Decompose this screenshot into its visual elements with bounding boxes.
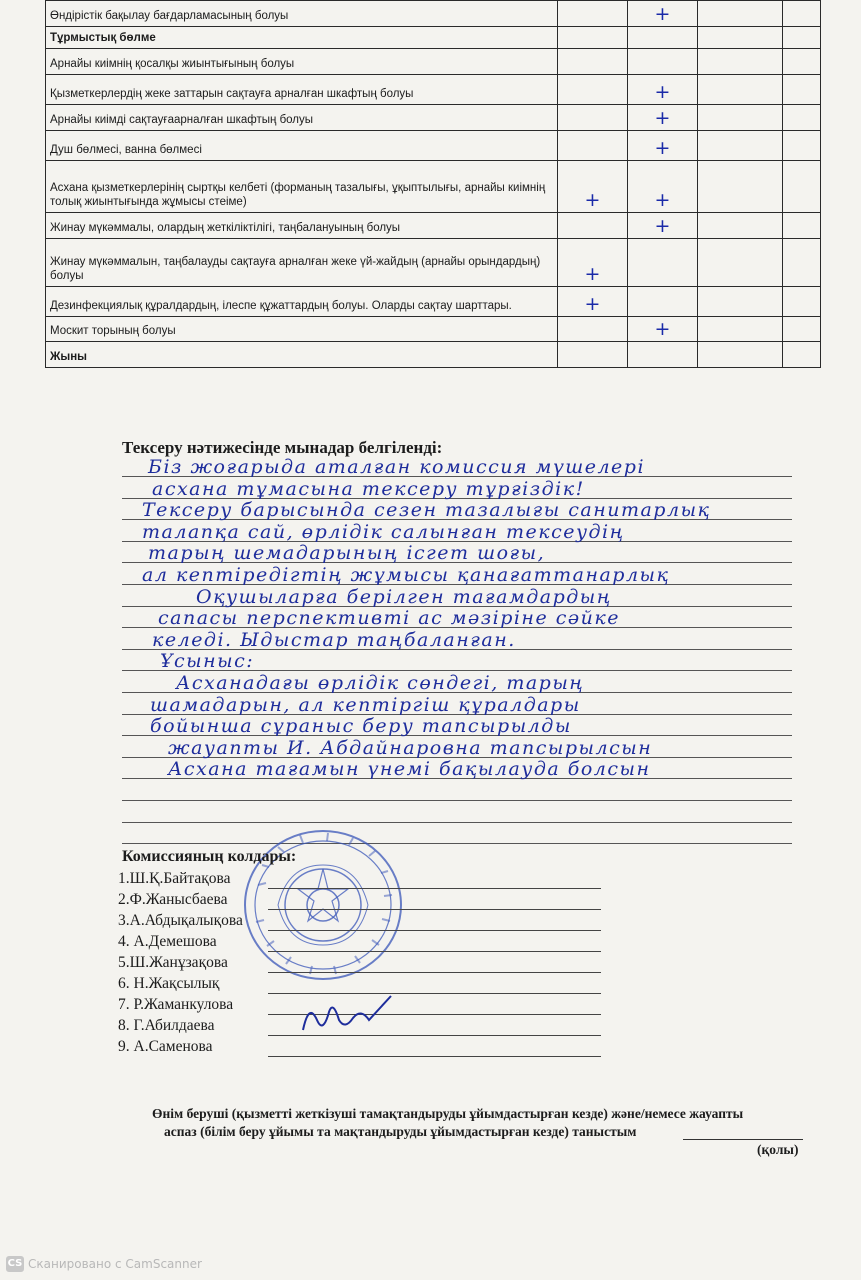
commission-member: 8. Г.Абилдаева (118, 1017, 215, 1034)
mark-cell (698, 317, 783, 342)
commission-member: 1.Ш.Қ.Байтақова (118, 870, 231, 887)
camscanner-logo-icon: CS (6, 1256, 24, 1272)
criterion-label: Арнайы киімнің қосалқы жиынтығының болуы (46, 49, 558, 75)
signature-line (268, 930, 601, 931)
commission-member: 3.А.Абдықалықова (118, 912, 243, 929)
mark-cell (628, 105, 698, 131)
handwritten-line: асхана тұмасына тексеру тұрғіздік! (152, 477, 585, 500)
mark-cell (783, 49, 821, 75)
mark-cell (628, 213, 698, 239)
mark-cell (698, 213, 783, 239)
mark-cell (783, 131, 821, 161)
mark-cell (783, 161, 821, 213)
criterion-label: Жинау мүкәммалы, олардың жеткіліктілігі, таңбалануының болуы (46, 213, 558, 239)
mark-cell (698, 131, 783, 161)
footer-line-2: аспаз (білім беру ұйымы та мақтандыруды ұйымдастырған кезде) таныстым (164, 1124, 637, 1139)
handwritten-line: Ұсыныс: (160, 650, 255, 673)
mark-cell (558, 27, 628, 49)
mark-cell (628, 161, 698, 213)
commission-member: 6. Н.Жақсылық (118, 975, 220, 992)
table-row (46, 75, 821, 105)
mark-cell (628, 1, 698, 27)
mark-cell (698, 105, 783, 131)
signature-line (268, 888, 601, 889)
mark-cell (558, 213, 628, 239)
mark-cell (628, 287, 698, 317)
commission-member: 9. А.Саменова (118, 1038, 213, 1055)
handwritten-mark: + (584, 293, 601, 315)
mark-cell (698, 1, 783, 27)
table-row (46, 161, 821, 213)
mark-cell (558, 75, 628, 105)
mark-cell (783, 213, 821, 239)
mark-cell (558, 239, 628, 287)
criterion-label: Дезинфекциялық құралдардың, ілеспе құжаттардың болуы. Оларды сақтау шарттары. (46, 287, 558, 317)
table-row (46, 317, 821, 342)
mark-cell (558, 317, 628, 342)
signature-caption: (қолы) (757, 1142, 799, 1157)
table-row (46, 342, 821, 368)
mark-cell (783, 317, 821, 342)
handwritten-line: келеді. Ыдыстар таңбаланған. (152, 628, 516, 651)
camscanner-text: Сканировано с CamScanner (28, 1257, 202, 1271)
mark-cell (558, 105, 628, 131)
commission-member: 7. Р.Жаманкулова (118, 996, 234, 1013)
handwritten-mark: + (654, 215, 671, 237)
handwritten-line: ал кептіредігтің жұмысы қанағаттанарлық (142, 564, 670, 586)
mark-cell (698, 75, 783, 105)
handwritten-mark: + (654, 318, 671, 340)
criterion-label: Жыны (46, 342, 558, 368)
ruled-line (122, 800, 792, 801)
footer-line-1: Өнім беруші (қызметті жеткізуші тамақтандыруды ұйымдастырған кезде) және/немесе жауапты (152, 1106, 744, 1121)
handwritten-mark: + (654, 3, 671, 25)
handwritten-line: Біз жоғарыда аталған комиссия мүшелері (148, 456, 646, 478)
ruled-line (122, 843, 792, 844)
mark-cell (783, 239, 821, 287)
mark-cell (783, 287, 821, 317)
mark-cell (628, 49, 698, 75)
criterion-label: Қызметкерлердің жеке заттарын сақтауға арналған шкафтың болуы (46, 75, 558, 105)
mark-cell (558, 49, 628, 75)
handwritten-mark: + (654, 107, 671, 129)
mark-cell (698, 49, 783, 75)
mark-cell (698, 287, 783, 317)
criterion-label: Өндірістік бақылау бағдарламасының болуы (46, 1, 558, 27)
handwritten-line: тарың шемадарының ісгет шоғы, (148, 542, 546, 565)
table-row (46, 1, 821, 27)
mark-cell (628, 342, 698, 368)
table-row (46, 27, 821, 49)
criterion-label: Душ бөлмесі, ванна бөлмесі (46, 131, 558, 161)
criterion-label: Асхана қызметкерлерінің сыртқы келбеті (форманың тазалығы, ұқыптылығы, арнайы киімнің толық жиынтығында жұмысы стеіме) (46, 161, 558, 213)
handwritten-line: шамадарын, ал кептіргіш құралдары (150, 693, 581, 716)
mark-cell (783, 27, 821, 49)
mark-cell (628, 317, 698, 342)
mark-cell (628, 131, 698, 161)
signature-line (268, 972, 601, 973)
commission-title: Комиссияның колдары: (122, 848, 297, 865)
mark-cell (558, 131, 628, 161)
mark-cell (628, 239, 698, 287)
checklist-table (45, 0, 821, 368)
camscanner-watermark (6, 1256, 202, 1272)
acknowledgement-signature-line (683, 1139, 803, 1140)
mark-cell (558, 161, 628, 213)
handwritten-mark: + (584, 263, 601, 285)
handwritten-mark: + (654, 81, 671, 103)
handwritten-line: бойынша сұраныс беру тапсырылды (150, 715, 572, 738)
mark-cell (698, 27, 783, 49)
handwritten-line: жауапты И. Абдайнаровна тапсырылсын (168, 736, 653, 759)
handwritten-line: сапасы перспективті ас мәзіріне сәйке (158, 607, 620, 630)
table-row (46, 131, 821, 161)
commission-member: 2.Ф.Жанысбаева (118, 891, 228, 908)
table-row (46, 213, 821, 239)
criterion-label: Москит торының болуы (46, 317, 558, 342)
signature-line (268, 909, 601, 910)
commission-member: 4. А.Демешова (118, 933, 217, 950)
results-title: Тексеру нәтижесінде мынадар белгіленді: (122, 438, 443, 457)
criterion-label: Арнайы киімді сақтауғаарналған шкафтың болуы (46, 105, 558, 131)
handwritten-line: Тексеру барысында сезен тазалығы санитарлық (142, 499, 711, 522)
handwritten-line: Асханадағы өрлідік сөндегі, тарың (176, 672, 585, 694)
mark-cell (698, 239, 783, 287)
handwritten-line: Оқушыларға берілген тағамдардың (196, 585, 612, 608)
mark-cell (698, 342, 783, 368)
mark-cell (558, 1, 628, 27)
handwritten-mark: + (654, 137, 671, 159)
mark-cell (628, 27, 698, 49)
criterion-label: Тұрмыстық бөлме (46, 27, 558, 49)
signature-mark-icon (295, 990, 395, 1040)
commission-member: 5.Ш.Жанұзақова (118, 954, 228, 971)
mark-cell (783, 75, 821, 105)
ruled-line (122, 822, 792, 823)
mark-cell (783, 342, 821, 368)
mark-cell (628, 75, 698, 105)
signature-line (268, 1056, 601, 1057)
handwritten-line: талапқа сай, өрлідік салынған тексеудің (142, 520, 625, 543)
handwritten-line: Асхана тағамын үнемі бақылауда болсын (168, 758, 651, 781)
table-row (46, 239, 821, 287)
table-row (46, 287, 821, 317)
mark-cell (783, 105, 821, 131)
mark-cell (783, 1, 821, 27)
handwritten-mark: + (584, 189, 601, 211)
mark-cell (558, 342, 628, 368)
table-row (46, 105, 821, 131)
table-row (46, 49, 821, 75)
mark-cell (698, 161, 783, 213)
mark-cell (558, 287, 628, 317)
criterion-label: Жинау мүкәммалын, таңбалауды сақтауға арналған жеке үй-жайдың (арнайы орындардың) болуы (46, 239, 558, 287)
handwritten-mark: + (654, 189, 671, 211)
signature-line (268, 951, 601, 952)
